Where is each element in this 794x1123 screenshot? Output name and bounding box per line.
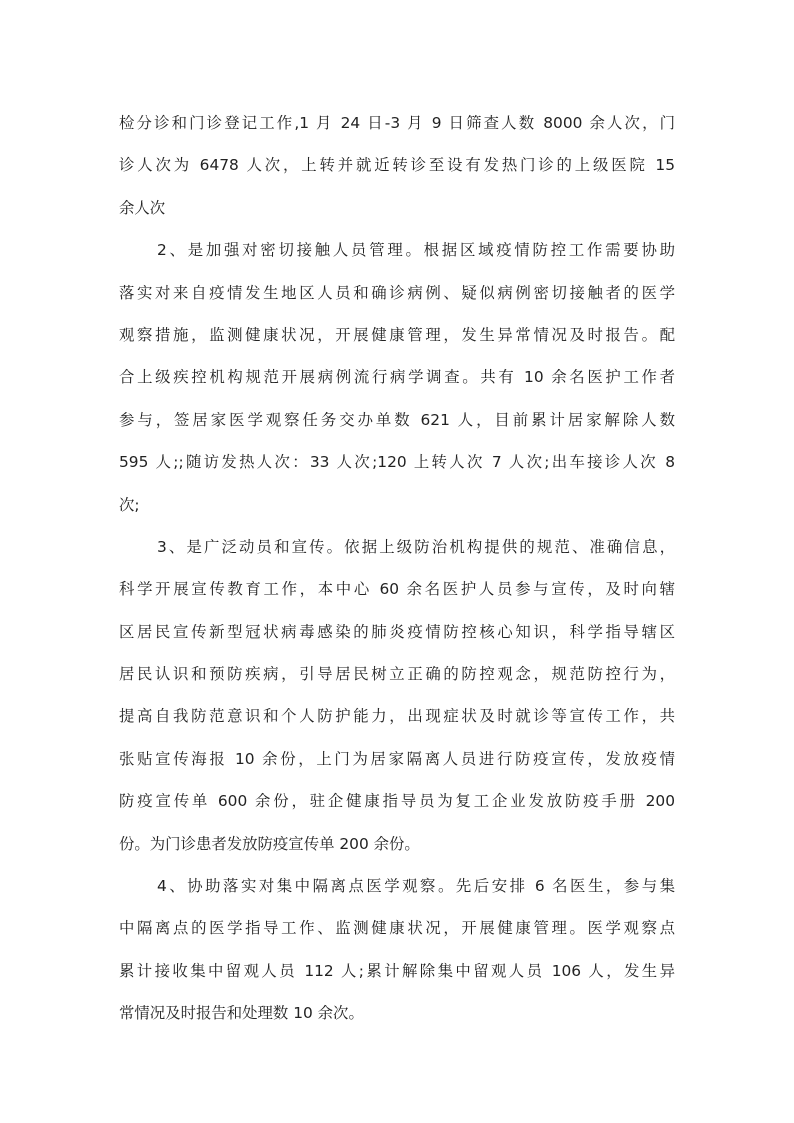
- text-line: 常情况及时报告和处理数 10 余次。: [119, 1004, 364, 1023]
- text-line: 合上级疾控机构规范开展病例流行病学调查。共有 10 余名医护工作者: [119, 368, 675, 387]
- text-line: 余人次: [119, 198, 166, 217]
- text-line: 提高自我防范意识和个人防护能力，出现症状及时就诊等宣传工作，共: [119, 707, 675, 726]
- document-body: [119, 102, 675, 1035]
- text-line: 累计接收集中留观人员 112 人;累计解除集中留观人员 106 人，发生异: [119, 961, 675, 980]
- text-line: 3、是广泛动员和宣传。依据上级防治机构提供的规范、准确信息，: [157, 537, 675, 556]
- paragraph-close-contact-management: [119, 229, 675, 526]
- text-line: 居民认识和预防疾病，引导居民树立正确的防控观念，规范防控行为，: [119, 665, 675, 684]
- text-line: 4、协助落实对集中隔离点医学观察。先后安排 6 名医生，参与集: [157, 877, 675, 896]
- text-line: 检分诊和门诊登记工作,1 月 24 日-3 月 9 日筛查人数 8000 余人次，门: [119, 114, 675, 132]
- text-line: 观察措施，监测健康状况，开展健康管理，发生异常情况及时报告。配: [119, 325, 675, 344]
- text-line: 科学开展宣传教育工作，本中心 60 余名医护人员参与宣传，及时向辖: [119, 580, 675, 599]
- paragraph-screening: [119, 102, 675, 229]
- text-line: 份。为门诊患者发放防疫宣传单 200 余份。: [119, 834, 420, 853]
- text-line: 参与，签居家医学观察任务交办单数 621 人，目前累计居家解除人数: [119, 410, 675, 429]
- paragraph-publicity: [119, 526, 675, 865]
- text-line: 2、是加强对密切接触人员管理。根据区域疫情防控工作需要协助: [157, 241, 675, 260]
- text-line: 595 人;;随访发热人次：33 人次;120 上转人次 7 人次;出车接诊人次 8: [119, 453, 675, 472]
- text-line: 诊人次为 6478 人次，上转并就近转诊至设有发热门诊的上级医院 15: [119, 156, 675, 175]
- text-line: 落实对来自疫情发生地区人员和确诊病例、疑似病例密切接触者的医学: [119, 283, 675, 302]
- text-line: 次;: [119, 495, 140, 514]
- text-line: 防疫宣传单 600 余份，驻企健康指导员为复工企业发放防疫手册 200: [119, 792, 675, 811]
- text-line: 张贴宣传海报 10 余份，上门为居家隔离人员进行防疫宣传，发放疫情: [119, 749, 675, 768]
- paragraph-isolation-site: [119, 865, 675, 1035]
- text-line: 中隔离点的医学指导工作、监测健康状况，开展健康管理。医学观察点: [119, 919, 675, 938]
- text-line: 区居民宣传新型冠状病毒感染的肺炎疫情防控核心知识，科学指导辖区: [119, 622, 675, 641]
